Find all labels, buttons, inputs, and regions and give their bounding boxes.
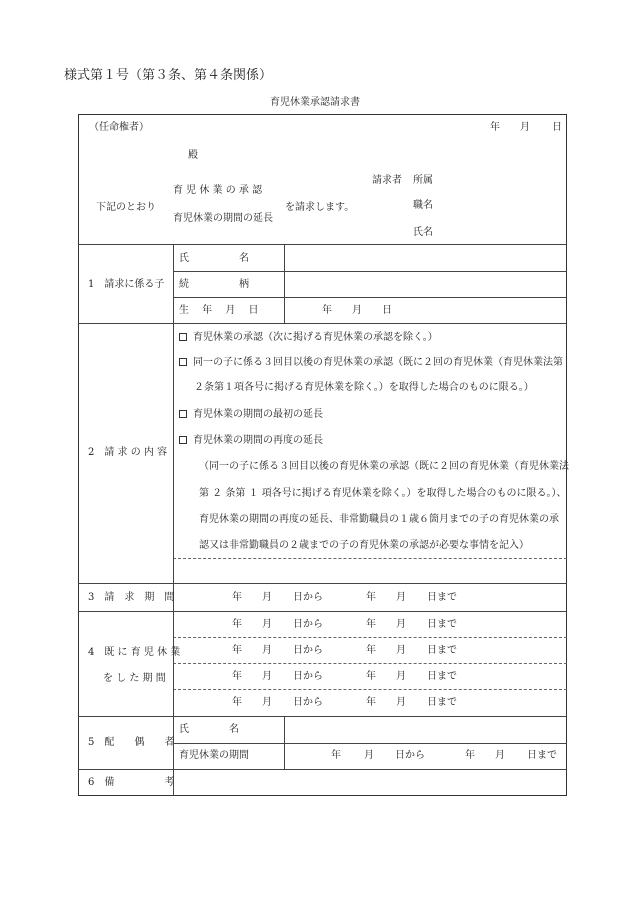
period-from: 日から	[293, 592, 323, 603]
period-year: 年	[232, 671, 242, 682]
checkbox-icon[interactable]	[179, 333, 187, 341]
divider-s4	[78, 716, 567, 717]
period-from: 日から	[293, 619, 323, 630]
intro-text: 下記のとおり	[96, 202, 156, 213]
option-extension: 育児休業の期間の延長	[173, 213, 273, 224]
section5-label: 5 配 偶 者	[88, 737, 175, 748]
spouse-name-label: 氏 名	[179, 724, 239, 735]
divider-s2-dashed	[173, 558, 567, 559]
spouse-leave-period[interactable]	[0, 751, 630, 763]
spouse-leave-label: 育児休業の期間	[179, 750, 249, 761]
section3-label: 3 請 求 期 間	[88, 592, 175, 603]
period-year: 年	[366, 645, 376, 656]
content-option-1[interactable]	[179, 333, 438, 343]
divider-s1	[78, 323, 567, 324]
period-month: 月	[396, 697, 406, 708]
note-line-3: 育児休業の期間の再度の延長、非常勤職員の１歳６箇月までの子の育児休業の承	[199, 514, 559, 525]
checkbox-icon[interactable]	[179, 358, 187, 366]
period-year: 年	[366, 592, 376, 603]
divider-header	[78, 244, 567, 245]
header-date-year: 年	[490, 122, 500, 133]
period-until: 日まで	[427, 671, 457, 682]
form-reference: 様式第１号（第３条、第４条関係）	[64, 68, 273, 83]
period-month: 月	[262, 697, 272, 708]
period-year: 年	[232, 619, 242, 630]
section2-label: 2 請 求 の 内 容	[88, 447, 168, 458]
child-relation-field[interactable]	[286, 273, 564, 295]
content-option-1-text: 育児休業の承認（次に掲げる育児休業の承認を除く。）	[193, 332, 438, 343]
checkbox-icon[interactable]	[179, 410, 187, 418]
divider-s4-row1	[173, 637, 567, 638]
header-date-day: 日	[552, 122, 562, 133]
period-until: 日まで	[427, 645, 457, 656]
document-title: 育児休業承認請求書	[270, 97, 360, 108]
requester-label: 請求者	[372, 175, 402, 186]
period-year: 年	[232, 645, 242, 656]
period-from: 日から	[395, 750, 425, 761]
honorific: 殿	[188, 150, 198, 161]
period-month: 月	[396, 619, 406, 630]
divider-s1-row2	[173, 297, 567, 298]
section1-label: 1 請求に係る子	[88, 279, 165, 290]
note-line-4: 認又は非常勤職員の２歳までの子の育児休業の承認が必要な事情を記入）	[199, 540, 529, 551]
spouse-name-field[interactable]	[286, 718, 564, 741]
period-until: 日まで	[527, 750, 557, 761]
divider-s5	[78, 769, 567, 770]
previous-leave-row[interactable]	[0, 620, 630, 632]
period-month: 月	[495, 750, 505, 761]
section4-label-line1: 4 既 に 育 児 休 業	[88, 647, 181, 658]
period-year: 年	[331, 750, 341, 761]
name-label: 氏名	[413, 227, 433, 238]
period-month: 月	[262, 592, 272, 603]
period-month: 月	[262, 671, 272, 682]
request-period[interactable]	[0, 593, 630, 605]
period-month: 月	[396, 645, 406, 656]
period-year: 年	[232, 592, 242, 603]
period-year: 年	[366, 671, 376, 682]
period-from: 日から	[293, 697, 323, 708]
remarks-field[interactable]	[176, 772, 564, 792]
period-month: 月	[262, 619, 272, 630]
period-month: 月	[396, 592, 406, 603]
note-line-1: （同一の子に係る３回目以後の育児休業の承認（既に２回の育児休業（育児休業法	[199, 461, 569, 472]
previous-leave-row[interactable]	[0, 672, 630, 684]
content-option-3[interactable]	[179, 410, 323, 420]
affiliation-label: 所属	[413, 175, 433, 186]
content-option-4-text: 育児休業の期間の再度の延長	[193, 435, 323, 446]
period-month: 月	[262, 645, 272, 656]
divider-s4-row2	[173, 663, 567, 664]
divider-s1-row1	[173, 271, 567, 272]
note-line-2: 第 ２ 条第 １ 項各号に掲げる育児休業を除く。）を取得した場合のものに限る。）、	[199, 488, 567, 499]
section4-label-line2: を し た 期 間	[103, 673, 166, 684]
option-approval: 育 児 休 業 の 承 認	[173, 185, 263, 196]
previous-leave-row[interactable]	[0, 646, 630, 658]
job-title-label: 職名	[413, 200, 433, 211]
checkbox-icon[interactable]	[179, 436, 187, 444]
child-relation-label: 続 柄	[179, 279, 249, 290]
period-month: 月	[396, 671, 406, 682]
reason-field[interactable]	[176, 561, 564, 580]
content-option-2-cont: ２条第１項各号に掲げる育児休業を除く。）を取得した場合のものに限る。）	[194, 382, 534, 393]
divider-s4-row3	[173, 689, 567, 690]
divider-s5-row	[173, 743, 567, 744]
divider-s3	[78, 611, 567, 612]
child-birth-date[interactable]: 年 月 日	[322, 305, 392, 316]
period-until: 日まで	[427, 592, 457, 603]
content-option-4[interactable]	[179, 436, 323, 446]
period-from: 日から	[293, 671, 323, 682]
content-option-2-text: 同一の子に係る３回目以後の育児休業の承認（既に２回の育児休業（育児休業法第	[193, 357, 563, 368]
period-year: 年	[465, 750, 475, 761]
appointer-label: （任命権者）	[89, 122, 149, 133]
request-suffix: を請求します。	[285, 202, 355, 213]
content-option-3-text: 育児休業の期間の最初の延長	[193, 409, 323, 420]
period-until: 日まで	[427, 619, 457, 630]
period-year: 年	[366, 619, 376, 630]
label-column-divider	[173, 244, 174, 796]
header-date-month: 月	[520, 122, 530, 133]
period-from: 日から	[293, 645, 323, 656]
period-until: 日まで	[427, 697, 457, 708]
child-birth-label: 生 年 月 日	[179, 305, 259, 316]
period-year: 年	[232, 697, 242, 708]
child-name-field[interactable]	[286, 246, 564, 269]
period-month: 月	[364, 750, 374, 761]
divider-s2	[78, 583, 567, 584]
s1-subcolumn-divider	[284, 244, 285, 323]
section6-label: 6 備 考	[88, 777, 175, 788]
period-year: 年	[366, 697, 376, 708]
content-option-2[interactable]	[179, 358, 563, 368]
previous-leave-row[interactable]	[0, 698, 630, 710]
child-name-label: 氏 名	[179, 253, 249, 264]
